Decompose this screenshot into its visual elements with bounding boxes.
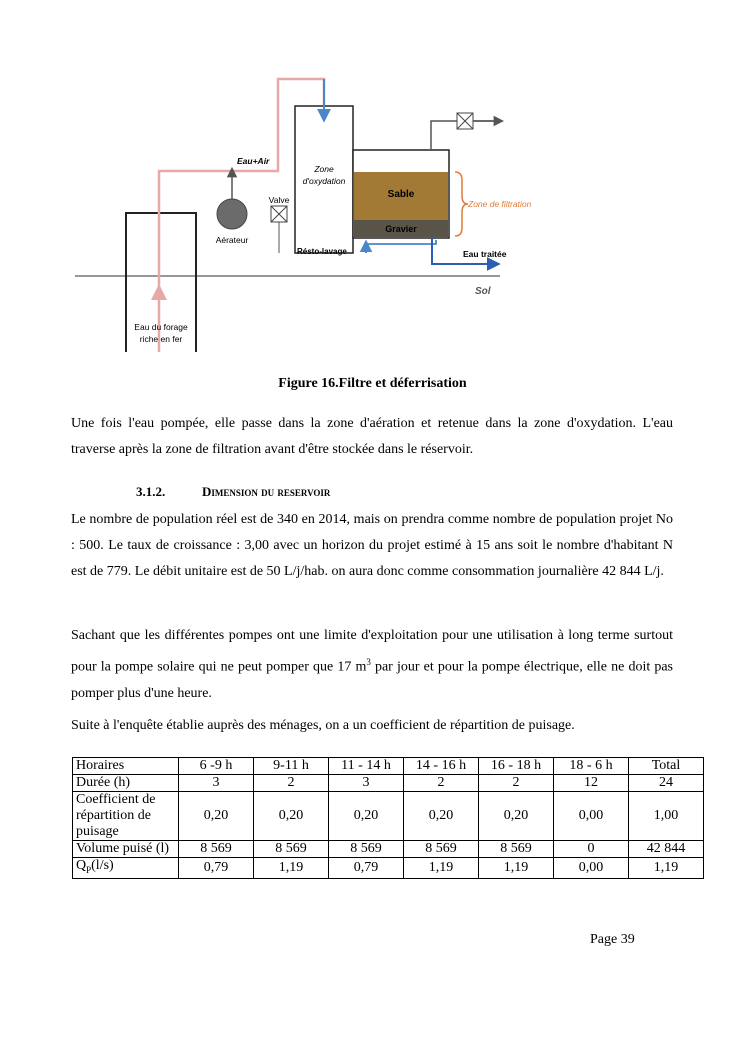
table-cell: 8 569: [479, 841, 554, 858]
table-cell: 1,19: [479, 858, 554, 879]
table-cell: 6 -9 h: [179, 758, 254, 775]
table-cell: 1,00: [629, 792, 704, 841]
table-row-duree: [73, 775, 704, 792]
table-cell: 1,19: [404, 858, 479, 879]
table-row-qp: [73, 858, 704, 879]
table-cell: 8 569: [179, 841, 254, 858]
table-cell: 1,19: [254, 858, 329, 879]
table-row-header: [73, 758, 704, 775]
table-cell: 9-11 h: [254, 758, 329, 775]
label-zone-filtration: Zone de filtration: [468, 199, 532, 209]
repartition-table: [72, 757, 704, 879]
label-eau-traitee: Eau traitée: [463, 249, 507, 259]
figure-caption: Figure 16.Filtre et déferrisation: [278, 376, 467, 391]
paragraph-3-before: Sachant que les différentes pompes ont une limite d'exploitation pour une utilisation à long terme surtout pour la pompe solaire qui ne peut pomper que 17 m: [71, 628, 673, 675]
table-cell: Total: [629, 758, 704, 775]
table-cell: 0,79: [179, 858, 254, 879]
label-valve: Valve: [268, 195, 290, 205]
section-title: Dimension du reservoir: [202, 484, 331, 499]
section-number: 3.1.2.: [136, 484, 166, 499]
table-cell: 2: [479, 775, 554, 792]
paragraph-2: Le nombre de population réel est de 340 en 2014, mais on prendra comme nombre de population projet No : 500. Le taux de croissance : 3,00 avec un horizon du projet estimé à 15 ans soit le nombre d'habitant N est de 779. Le débit unitaire est de 50 L/j/hab. on aura donc comme consommation journalière 42 844 L/j.: [71, 512, 673, 579]
table-cell: 24: [629, 775, 704, 792]
label-gravier: Gravier: [385, 224, 417, 234]
table-cell: 11 - 14 h: [329, 758, 404, 775]
table-cell: 8 569: [404, 841, 479, 858]
table-cell: [73, 858, 179, 879]
table-cell: 8 569: [254, 841, 329, 858]
filter-deferrization-diagram: [70, 68, 630, 358]
label-aerateur: Aérateur: [215, 235, 249, 245]
table-cell: 0,20: [254, 792, 329, 841]
table-cell: 0,20: [404, 792, 479, 841]
label-eau-forage-1: Eau du forage: [134, 322, 188, 332]
table-cell: 1,19: [629, 858, 704, 879]
table-cell: 2: [404, 775, 479, 792]
table-cell: 3: [179, 775, 254, 792]
table-cell: Durée (h): [73, 775, 179, 792]
table-cell: 16 - 18 h: [479, 758, 554, 775]
paragraph-3: [71, 623, 673, 707]
table-cell: 14 - 16 h: [404, 758, 479, 775]
label-resto-lavage: Résto-lavage: [297, 247, 347, 256]
table-row-coefficient: [73, 792, 704, 841]
table-cell: 8 569: [329, 841, 404, 858]
paragraph-1: Une fois l'eau pompée, elle passe dans la zone d'aération et retenue dans la zone d'oxydation. L'eau traverse après la zone de filtration avant d'être stockée dans le réservoir.: [71, 416, 673, 457]
label-eau-air: Eau+Air: [237, 156, 270, 166]
table-cell: 0: [554, 841, 629, 858]
paragraph-3-after: par jour et pour la pompe électrique, elle ne doit pas pomper plus d'une heure.: [71, 659, 674, 701]
qp-label-sub: P: [86, 864, 92, 875]
section-heading: [136, 484, 330, 500]
diagram-svg: [70, 68, 630, 358]
table-cell: 0,00: [554, 858, 629, 879]
pipe-backwash: [366, 240, 436, 253]
qp-label: Q: [76, 858, 87, 873]
table-row-volume: [73, 841, 704, 858]
label-zone-oxydation-2: d'oxydation: [302, 176, 346, 186]
filtration-bracket: [455, 172, 468, 236]
aerator-icon: [217, 199, 247, 229]
table-cell: Volume puisé (l): [73, 841, 179, 858]
table-cell: 0,20: [329, 792, 404, 841]
paragraph-3-sup: 3: [366, 657, 371, 667]
label-zone-oxydation-1: Zone: [314, 164, 334, 174]
table-cell: 0,00: [554, 792, 629, 841]
table-cell: 0,79: [329, 858, 404, 879]
paragraph-4: Suite à l'enquête établie auprès des ménages, on a un coefficient de répartition de puisage.: [71, 718, 575, 733]
flow-arrow-up-icon: [151, 284, 167, 300]
table-cell: 42 844: [629, 841, 704, 858]
page-number: Page 39: [590, 932, 635, 947]
table-cell: 12: [554, 775, 629, 792]
label-sable: Sable: [387, 189, 415, 200]
table-cell: 0,20: [479, 792, 554, 841]
label-sol: Sol: [475, 286, 491, 297]
label-eau-forage-2: riche en fer: [139, 334, 183, 344]
table-cell: 3: [329, 775, 404, 792]
table-cell: 18 - 6 h: [554, 758, 629, 775]
table-cell: 0,20: [179, 792, 254, 841]
table-cell: 2: [254, 775, 329, 792]
table-cell: Horaires: [73, 758, 179, 775]
qp-label-unit: (l/s): [91, 858, 114, 873]
table-cell: Coefficient de répartition de puisage: [73, 792, 179, 841]
